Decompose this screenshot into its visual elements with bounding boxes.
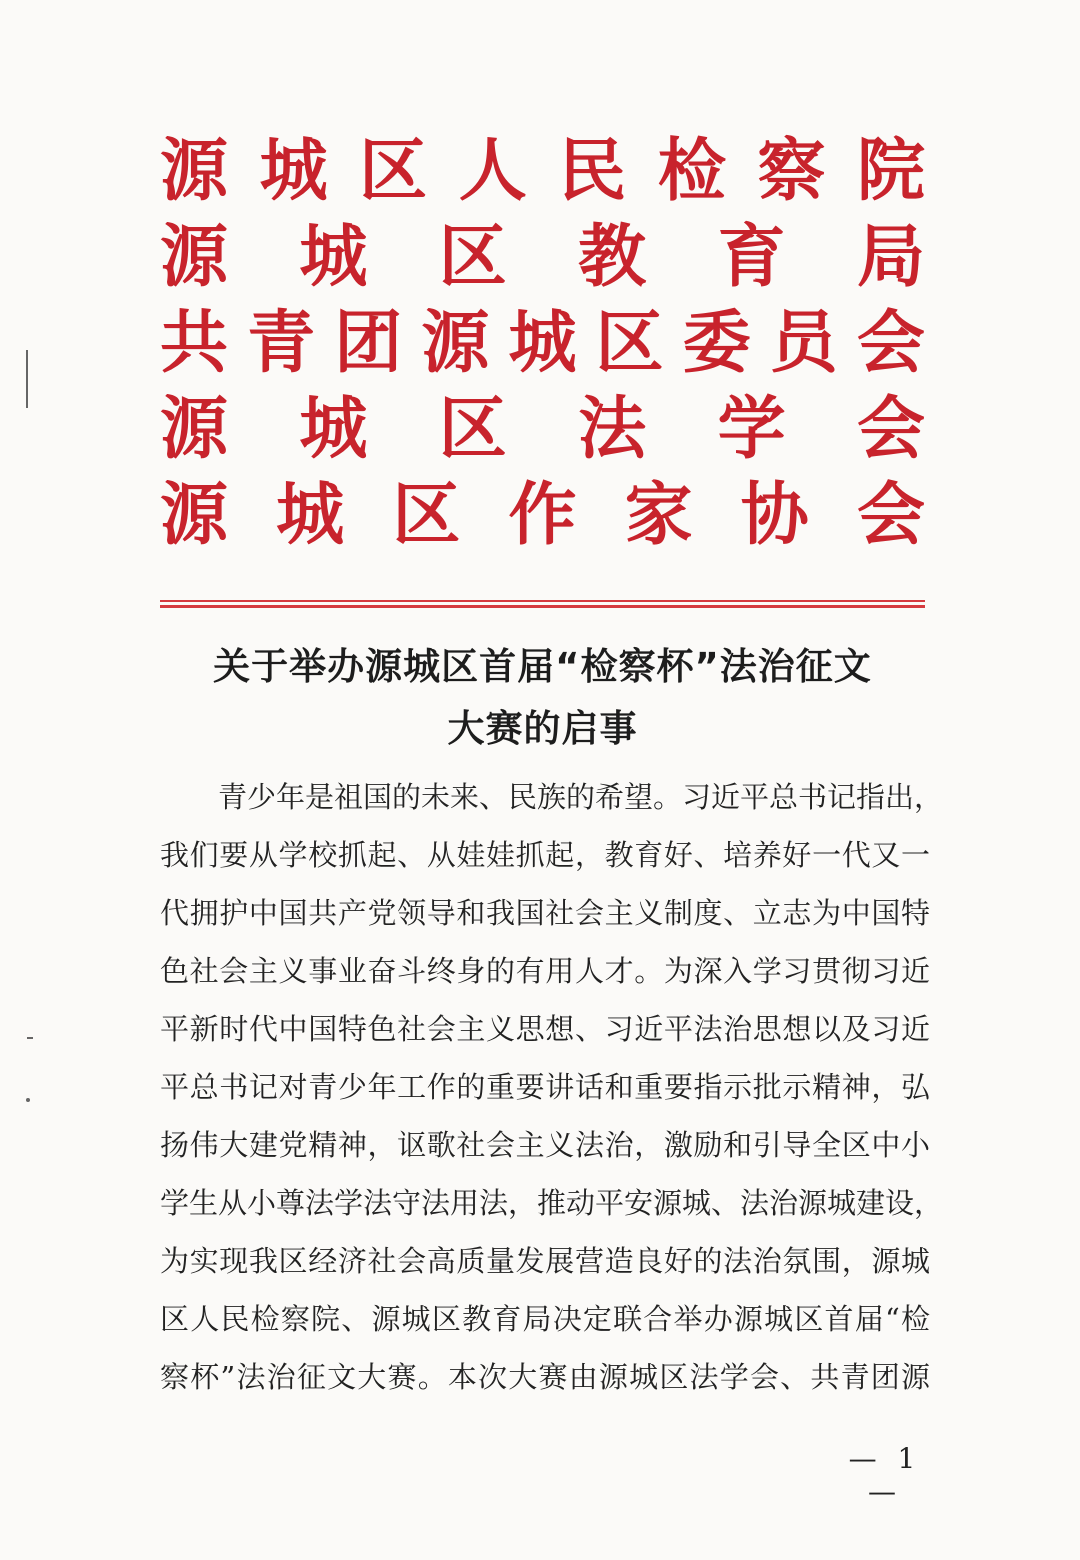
body-line: 为实现我区经济社会高质量发展营造良好的法治氛围，源城: [160, 1244, 930, 1278]
document-title-line-1: 关于举办源城区首届“检察杯”法治征文: [213, 645, 872, 688]
issuer-char: 城: [299, 217, 368, 297]
issuer-char: 源: [160, 389, 229, 469]
issuer-char: 区: [438, 389, 507, 469]
document-title-line-2: 大赛的启事: [447, 707, 638, 750]
issuer-char: 区: [392, 475, 461, 555]
issuer-char: 家: [624, 475, 693, 555]
body-line: 学生从小尊法学法守法用法，推动平安源城、法治源城建设，: [160, 1186, 944, 1220]
issuer-char: 察: [757, 131, 826, 211]
issuer-char: 检: [657, 131, 726, 211]
issuer-char: 共: [160, 303, 229, 383]
red-header-rule: [160, 600, 925, 602]
issuer-char: 教: [578, 217, 647, 297]
issuer-name: [160, 386, 925, 472]
binding-mark: [26, 1098, 30, 1102]
issuer-char: 会: [856, 389, 925, 469]
body-line: 平新时代中国特色社会主义思想、习近平法治思想以及习近: [160, 1012, 930, 1046]
issuer-char: 院: [856, 131, 925, 211]
issuer-name: [160, 214, 925, 300]
issuer-char: 局: [856, 217, 925, 297]
issuer-char: 城: [299, 389, 368, 469]
issuer-char: 作: [508, 475, 577, 555]
body-text: [160, 768, 944, 1406]
body-line: 区人民检察院、源城区教育局决定联合举办源城区首届“检: [160, 1302, 930, 1336]
issuer-char: 法: [578, 389, 647, 469]
issuer-char: 协: [740, 475, 809, 555]
issuer-char: 团: [334, 303, 403, 383]
issuer-char: 青: [247, 303, 316, 383]
issuer-char: 民: [558, 131, 627, 211]
binding-mark: [27, 1037, 33, 1039]
issuer-char: 人: [458, 131, 527, 211]
issuer-name: [160, 128, 925, 214]
issuer-char: 源: [160, 475, 229, 555]
issuer-char: 会: [856, 303, 925, 383]
issuer-char: 源: [160, 217, 229, 297]
issuer-char: 区: [595, 303, 664, 383]
issuer-char: 城: [276, 475, 345, 555]
binding-mark: [26, 350, 28, 408]
issuer-char: 城: [259, 131, 328, 211]
issuer-char: 区: [438, 217, 507, 297]
issuing-organizations: [160, 128, 925, 558]
issuer-char: 源: [421, 303, 490, 383]
red-header-rule: [160, 605, 925, 608]
issuer-name: [160, 300, 925, 386]
issuer-char: 学: [717, 389, 786, 469]
body-line: 扬伟大建党精神，讴歌社会主义法治，激励和引导全区中小: [160, 1128, 930, 1162]
body-line: 色社会主义事业奋斗终身的有用人才。为深入学习贯彻习近: [160, 954, 930, 988]
issuer-name: [160, 472, 925, 558]
page-number: — 1 —: [848, 1442, 922, 1508]
issuer-char: 育: [717, 217, 786, 297]
issuer-char: 城: [508, 303, 577, 383]
body-line: 平总书记对青少年工作的重要讲话和重要指示批示精神，弘: [160, 1070, 930, 1104]
body-line: 青少年是祖国的未来、民族的希望。习近平总书记指出，: [218, 780, 944, 814]
body-line: 我们要从学校抓起、从娃娃抓起，教育好、培养好一代又一: [160, 838, 930, 872]
issuer-char: 源: [160, 131, 229, 211]
issuer-char: 员: [769, 303, 838, 383]
issuer-char: 区: [359, 131, 428, 211]
issuer-char: 委: [682, 303, 751, 383]
body-line: 察杯”法治征文大赛。本次大赛由源城区法学会、共青团源: [160, 1360, 930, 1394]
body-line: 代拥护中国共产党领导和我国社会主义制度、立志为中国特: [160, 896, 930, 930]
issuer-char: 会: [856, 475, 925, 555]
